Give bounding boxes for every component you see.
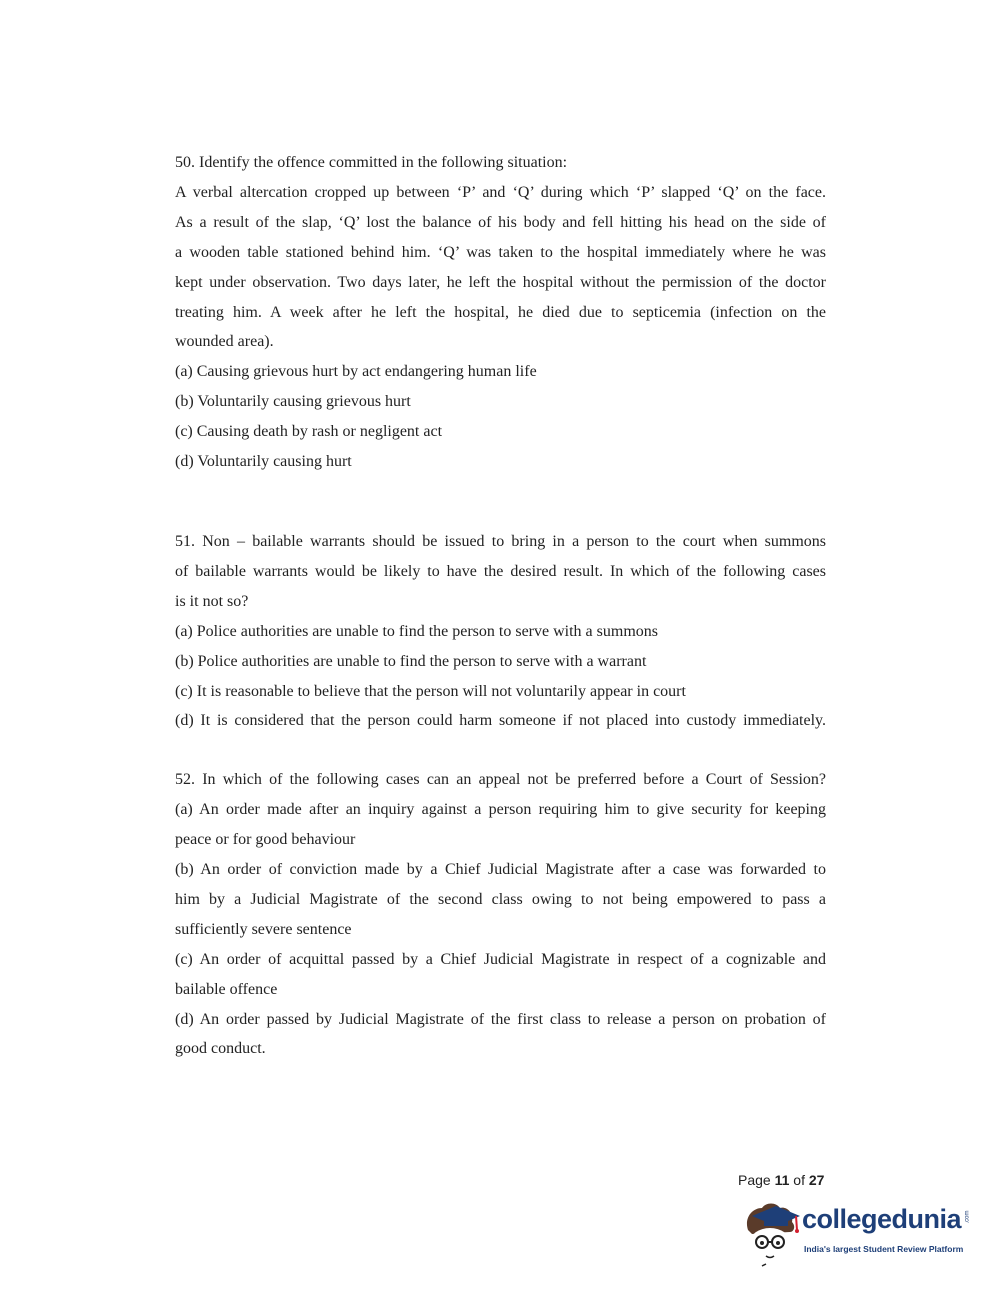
page-number	[738, 1172, 824, 1188]
text-line: a wooden table stationed behind him. ‘Q’ was taken to the hospital immediately where he was	[175, 243, 826, 261]
page-number-separator: of	[789, 1172, 809, 1188]
question-52	[175, 765, 826, 1064]
text-line: (a) Police authorities are unable to find the person to serve with a summons	[175, 622, 658, 640]
text-line: of bailable warrants would be likely to have the desired result. In which of the following cases	[175, 562, 826, 580]
text-line: is it not so?	[175, 592, 249, 610]
brand-tagline: India's largest Student Review Platform	[804, 1244, 964, 1254]
text-line: sufficiently severe sentence	[175, 920, 352, 938]
text-line: kept under observation. Two days later, he left the hospital without the permission of the doctor	[175, 273, 826, 291]
text-line: (b) An order of conviction made by a Chief Judicial Magistrate after a case was forwarded to	[175, 861, 826, 879]
text-line: (b) Police authorities are unable to find the person to serve with a warrant	[175, 652, 647, 670]
page-number-current: 11	[774, 1172, 790, 1188]
text-line: (b) Voluntarily causing grievous hurt	[175, 393, 411, 411]
text-line: bailable offence	[175, 980, 278, 998]
text-line: (a) Causing grievous hurt by act endangering human life	[175, 363, 537, 381]
text-line: good conduct.	[175, 1040, 266, 1058]
question-51	[175, 527, 826, 736]
collegedunia-brand	[742, 1200, 972, 1270]
text-line: treating him. A week after he left the hospital, he died due to septicemia (infection on the	[175, 303, 826, 321]
text-line: 50. Identify the offence committed in the following situation:	[175, 154, 568, 171]
text-line: (c) It is reasonable to believe that the person will not voluntarily appear in court	[175, 682, 686, 700]
text-line: him by a Judicial Magistrate of the second class owing to not being empowered to pass a	[175, 890, 826, 908]
document-body	[175, 148, 826, 1064]
student-mascot-icon	[742, 1200, 802, 1270]
question-50	[175, 148, 826, 477]
text-line: 51. Non – bailable warrants should be issued to bring in a person to the court when summons	[175, 532, 826, 550]
text-line: (c) An order of acquittal passed by a Chief Judicial Magistrate in respect of a cognizable and	[175, 950, 826, 968]
text-line: 52. In which of the following cases can an appeal not be preferred before a Court of Session?	[175, 771, 826, 789]
brand-suffix: .com	[964, 1210, 971, 1224]
text-line: As a result of the slap, ‘Q’ lost the balance of his body and fell hitting his head on the side of	[175, 213, 826, 231]
page-number-total: 27	[808, 1172, 825, 1188]
text-line: (d) It is considered that the person could harm someone if not placed into custody immediately.	[175, 712, 826, 730]
text-line: (c) Causing death by rash or negligent act	[175, 423, 443, 441]
brand-name: collegedunia	[802, 1204, 962, 1234]
text-line: (d) Voluntarily causing hurt	[175, 453, 352, 471]
text-line: (a) An order made after an inquiry against a person requiring him to give security for keeping	[175, 801, 826, 819]
text-line: peace or for good behaviour	[175, 831, 356, 849]
text-line: (d) An order passed by Judicial Magistrate of the first class to release a person on probation of	[175, 1010, 826, 1028]
text-line: wounded area).	[175, 333, 274, 351]
page-number-prefix: Page	[738, 1172, 775, 1188]
text-line: A verbal altercation cropped up between ‘P’ and ‘Q’ during which ‘P’ slapped ‘Q’ on the face.	[175, 183, 826, 201]
